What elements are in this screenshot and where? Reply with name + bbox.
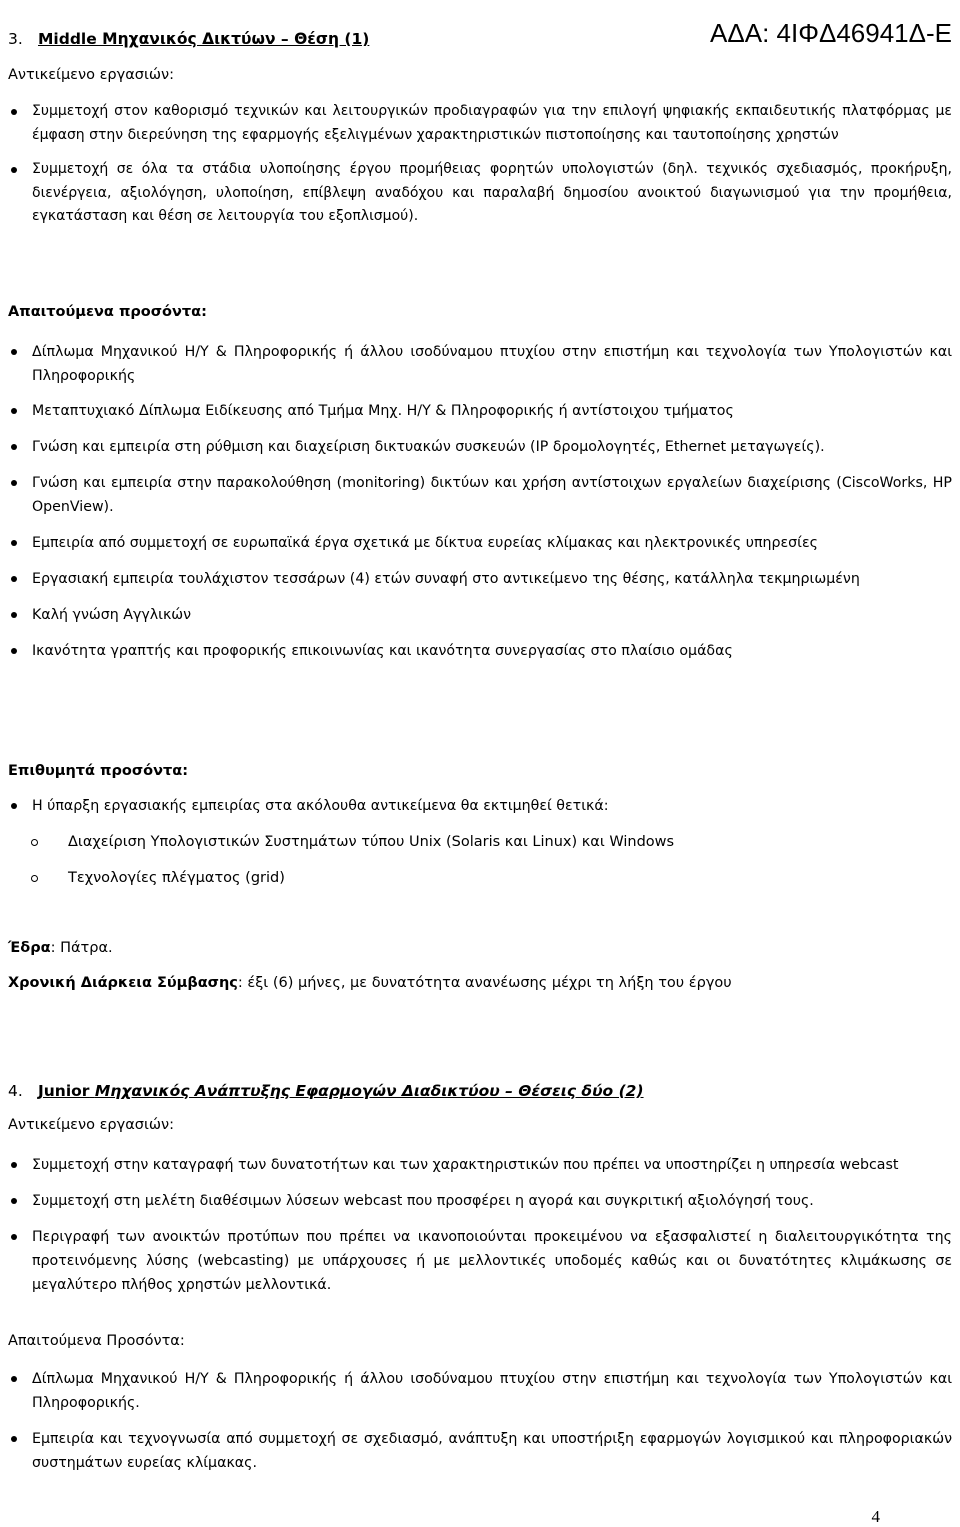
section4-number: 4. [8,1082,23,1100]
list-item: Εμπειρία και τεχνογνωσία από συμμετοχή σε σχεδιασμό, ανάπτυξη και υποστήριξη εφαρμογών λογισμικού και πληροφοριακών συστημάτων ευρείας κλίμακας. [0,1427,952,1475]
seat-label: Έδρα [8,940,51,956]
section4-duties-label: Αντικείμενο εργασιών: [8,1117,174,1133]
section4-required-list [0,1367,952,1475]
seat-line [8,940,113,956]
section4-required-label: Απαιτούμενα Προσόντα: [8,1333,185,1349]
section3-required-label: Απαιτούμενα προσόντα: [8,304,207,320]
list-item: Καλή γνώση Αγγλικών [0,603,952,627]
section3-title: Middle Μηχανικός Δικτύων – Θέση (1) [38,30,370,48]
section3-desired-sublist [0,830,674,890]
list-item: Συμμετοχή στην καταγραφή των δυνατοτήτων και των χαρακτηριστικών που πρέπει να υποστηρίζει η υπηρεσία webcast [0,1153,952,1177]
section3-desired-label: Επιθυμητά προσόντα: [8,763,188,779]
list-item: Η ύπαρξη εργασιακής εμπειρίας στα ακόλουθα αντικείμενα θα εκτιμηθεί θετικά: [0,794,952,818]
section3-number: 3. [8,30,23,48]
list-item: Συμμετοχή σε όλα τα στάδια υλοποίησης έργου προμήθειας φορητών υπολογιστών (δηλ. τεχνικός σχεδιασμός, προκήρυξη, διενέργεια, αξιολόγηση, υλοποίηση, επίβλεψη αναδόχου και παραλαβή δημοσίου ανοικτού διαγωνισμού για την προμήθεια, εγκατάσταση και θέση σε λειτουργία του εξοπλισμού). [0,158,952,229]
list-item: Γνώση και εμπειρία στην παρακολούθηση (monitoring) δικτύων και χρήση αντίστοιχων εργαλείων διαχείρισης (CiscoWorks, HP OpenView). [0,471,952,519]
list-item: Ικανότητα γραπτής και προφορικής επικοινωνίας και ικανότητα συνεργασίας στο πλαίσιο ομάδας [0,639,952,663]
list-item: Συμμετοχή στη μελέτη διαθέσιμων λύσεων webcast που προσφέρει η αγορά και συγκριτική αξιολόγησή τους. [0,1189,952,1213]
seat-value: : Πάτρα. [50,940,113,956]
section3-duties-label: Αντικείμενο εργασιών: [8,67,174,83]
list-item: Δίπλωμα Μηχανικού Η/Υ & Πληροφορικής ή άλλου ισοδύναμου πτυχίου στην επιστήμη και τεχνολογία των Υπολογιστών και Πληροφορικής. [0,1367,952,1415]
duration-line [8,975,732,991]
sub-list-item: Διαχείριση Υπολογιστικών Συστημάτων τύπου Unix (Solaris και Linux) και Windows [0,830,674,854]
section3-desired-list [0,794,952,818]
page-number: 4 [871,1507,880,1526]
duration-label: Χρονική Διάρκεια Σύμβασης [8,975,238,991]
section3-required-list [0,340,952,663]
list-item: Γνώση και εμπειρία στη ρύθμιση και διαχείριση δικτυακών συσκευών (IP δρομολογητές, Ethernet μεταγωγείς). [0,435,952,459]
section4-title: Junior Μηχανικός Ανάπτυξης Εφαρμογών Διαδικτύου – Θέσεις δύο (2) [38,1082,644,1100]
section3-heading [8,30,369,48]
duration-value: : έξι (6) μήνες, με δυνατότητα ανανέωσης μέχρι τη λήξη του έργου [237,975,732,991]
list-item: Μεταπτυχιακό Δίπλωμα Ειδίκευσης από Τμήμα Μηχ. Η/Υ & Πληροφορικής ή αντίστοιχου τμήματος [0,399,952,423]
section4-heading [8,1082,644,1100]
ada-code: ΑΔΑ: 4ΙΦΔ46941Δ-Ε [710,18,952,48]
list-item: Δίπλωμα Μηχανικού Η/Υ & Πληροφορικής ή άλλου ισοδύναμου πτυχίου στην επιστήμη και τεχνολογία των Υπολογιστών και Πληροφορικής [0,340,952,388]
section4-duties-list [0,1153,952,1297]
sub-list-item: Τεχνολογίες πλέγματος (grid) [0,866,674,890]
list-item: Εργασιακή εμπειρία τουλάχιστον τεσσάρων (4) ετών συναφή στο αντικείμενο της θέσης, κατάλληλα τεκμηριωμένη [0,567,952,591]
section3-duties-list [0,100,952,229]
list-item: Περιγραφή των ανοικτών προτύπων που πρέπει να ικανοποιούνται προκειμένου να εξασφαλιστεί η διαλειτουργικότητα της προτεινόμενης λύσης (webcasting) με υπάρχουσες ή με μελλοντικές υποδομές καθώς και οι δυνατότητες κλιμάκωσης σε μεγαλύτερο πλήθος χρηστών μελλοντικά. [0,1225,952,1297]
list-item: Εμπειρία από συμμετοχή σε ευρωπαϊκά έργα σχετικά με δίκτυα ευρείας κλίμακας και ηλεκτρονικές υπηρεσίες [0,531,952,555]
list-item: Συμμετοχή στον καθορισμό τεχνικών και λειτουργικών προδιαγραφών για την επιλογή ψηφιακής εκπαιδευτικής πλατφόρμας με έμφαση στην διερεύνηση της εφαρμογής εξελιγμένων χαρακτηριστικών πιστοποίησης και ταυτοποίησης χρηστών [0,100,952,147]
